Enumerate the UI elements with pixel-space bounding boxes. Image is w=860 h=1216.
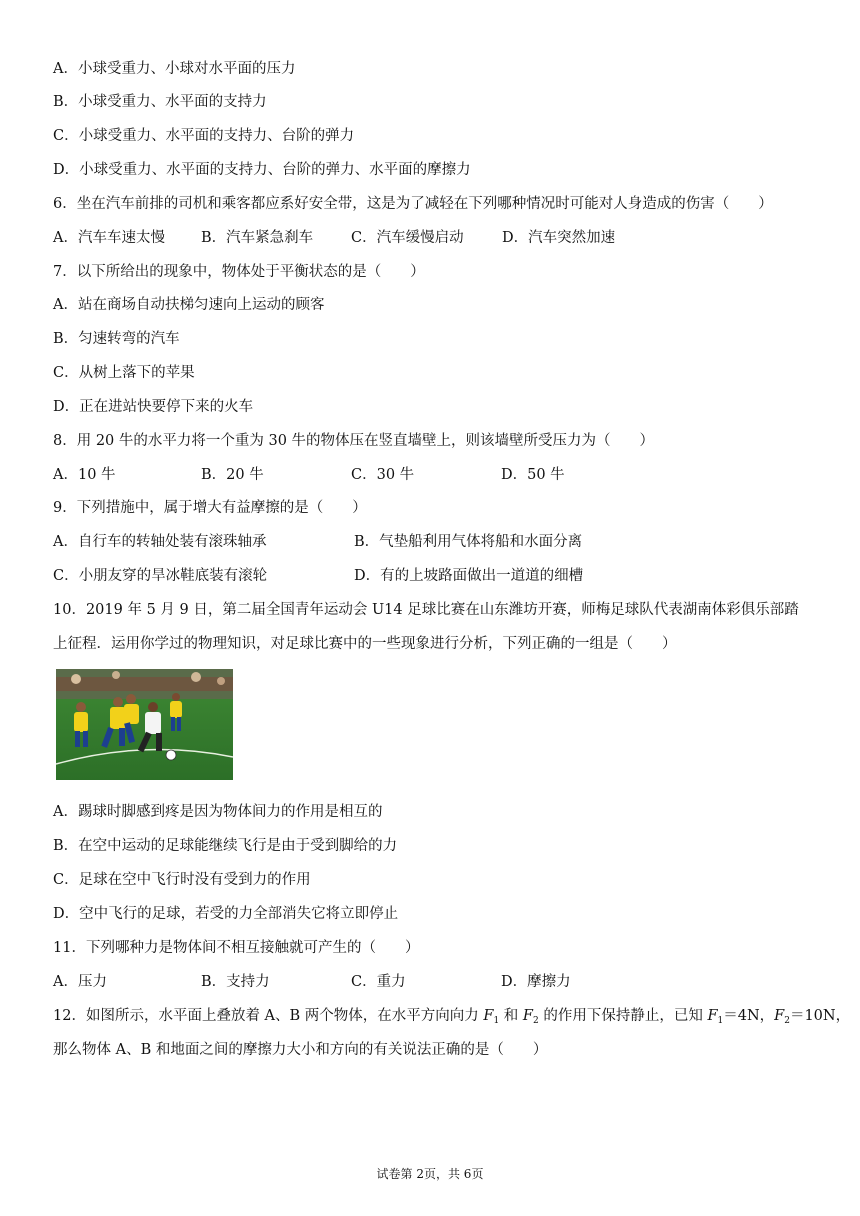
q9-option-a: A．自行车的转轴处装有滚珠轴承 (53, 534, 267, 550)
q7-stem: 7．以下所给出的现象中，物体处于平衡状态的是（ ） (53, 264, 425, 280)
q6-stem: 6．坐在汽车前排的司机和乘客都应系好安全带，这是为了减轻在下列哪种情况时可能对人身造成的伤害（ ） (53, 196, 773, 212)
q6-option-c: C．汽车缓慢启动 (351, 230, 464, 246)
q6-option-b: B．汽车紧急刹车 (201, 230, 314, 246)
q8-option-c: C．30 牛 (351, 467, 415, 483)
q11-option-c: C．重力 (351, 974, 406, 990)
q11-stem: 11．下列哪种力是物体间不相互接触就可产生的（ ） (53, 940, 420, 956)
q7-option-a: A．站在商场自动扶梯匀速向上运动的顾客 (53, 297, 325, 313)
q12-text-b: 和 (499, 1008, 523, 1024)
q12-f1-symbol: F (483, 1008, 494, 1024)
q9-option-c: C．小朋友穿的旱冰鞋底装有滚轮 (53, 568, 268, 584)
q7-option-d: D．正在进站快要停下来的火车 (53, 399, 254, 415)
soccer-photo-image (56, 669, 233, 780)
q5-option-a: A．小球受重力、小球对水平面的压力 (53, 61, 296, 77)
q8-option-d: D．50 牛 (501, 467, 565, 483)
q11-option-d: D．摩擦力 (501, 974, 571, 990)
q11-option-b: B．支持力 (201, 974, 270, 990)
q8-option-a: A．10 牛 (53, 467, 116, 483)
q8-stem: 8．用 20 牛的水平力将一个重为 30 牛的物体压在竖直墙壁上，则该墙壁所受压力为（ ） (53, 433, 655, 449)
q12-text-e: ＝10N， (789, 1008, 851, 1024)
q9-option-d: D．有的上坡路面做出一道道的细槽 (354, 568, 584, 584)
q12-f2-symbol: F (522, 1008, 533, 1024)
q5-option-d: D．小球受重力、水平面的支持力、台阶的弹力、水平面的摩擦力 (53, 162, 471, 178)
soccer-photo (56, 669, 233, 780)
q6-option-d: D．汽车突然加速 (502, 230, 616, 246)
q12-text-d: ＝4N， (723, 1008, 775, 1024)
q12-f1-value-symbol: F (707, 1008, 718, 1024)
page-footer: 试卷第 2页，共 6页 (376, 1167, 484, 1181)
q10-stem-line2: 上征程．运用你学过的物理知识，对足球比赛中的一些现象进行分析，下列正确的一组是（ ） (53, 636, 677, 652)
q10-option-b: B．在空中运动的足球能继续飞行是由于受到脚给的力 (53, 838, 398, 854)
q11-option-a: A．压力 (53, 974, 107, 990)
q6-option-a: A．汽车车速太慢 (53, 230, 165, 246)
q9-stem: 9．下列措施中，属于增大有益摩擦的是（ ） (53, 500, 367, 516)
q5-option-b: B．小球受重力、水平面的支持力 (53, 94, 267, 110)
q12-f2-subscript: 2 (532, 1016, 539, 1026)
q12-f1-subscript: 1 (493, 1016, 500, 1026)
q10-option-d: D．空中飞行的足球，若受的力全部消失它将立即停止 (53, 906, 399, 922)
q12-text-c: 的作用下保持静止，已知 (538, 1008, 708, 1024)
q10-option-a: A．踢球时脚感到疼是因为物体间力的作用是相互的 (53, 804, 383, 820)
q5-option-c: C．小球受重力、水平面的支持力、台阶的弹力 (53, 128, 355, 144)
q12-f2-value-symbol: F (774, 1008, 785, 1024)
q8-option-b: B．20 牛 (201, 467, 264, 483)
q10-option-c: C．足球在空中飞行时没有受到力的作用 (53, 872, 311, 888)
q12-stem-line2: 那么物体 A、B 和地面之间的摩擦力大小和方向的有关说法正确的是（ ） (53, 1042, 548, 1058)
q10-stem-line1: 10．2019 年 5 月 9 日，第二届全国青年运动会 U14 足球比赛在山东潍坊开赛，师梅足球队代表湖南体彩俱乐部踏 (53, 602, 799, 618)
q9-option-b: B．气垫船利用气体将船和水面分离 (354, 534, 583, 550)
q12-f1-value-subscript: 1 (717, 1016, 724, 1026)
q7-option-b: B．匀速转弯的汽车 (53, 331, 180, 347)
q12-text-a: 12．如图所示，水平面上叠放着 A、B 两个物体，在水平方向向力 (53, 1008, 484, 1024)
q12-f2-value-subscript: 2 (784, 1016, 790, 1026)
q12-stem-line1 (53, 1006, 850, 1031)
q7-option-c: C．从树上落下的苹果 (53, 365, 195, 381)
